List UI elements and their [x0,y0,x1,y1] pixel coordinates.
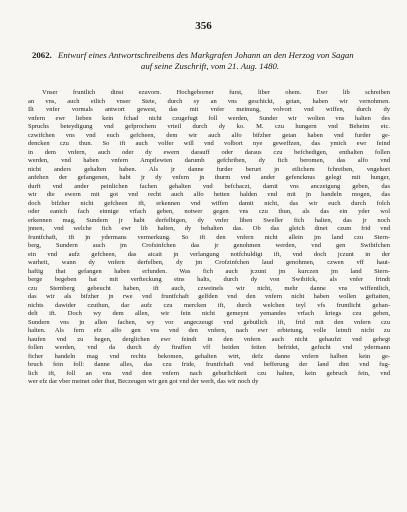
text-line: bruch fein foll: danne alles, das czu fride, fruntfchaft vnd befferung der land dint vnd fug- [28,361,390,368]
text-line: Spruchs beteydigung vnd gefprochem vrteil durch dy ko. M. czu hungern vnd Beheim etc. [28,123,390,130]
text-line: jnnen, vnd welche fich ewr lib halten, dy behalten das. Ob das gleich dinet czum frid vnd [28,225,390,232]
text-line: an vns, auch etlich vnser Stete, durch sy an vns geschickt, getan, haben wir vernohmen. [28,97,390,105]
text-line: in dem vnfern, auch oder dy ewern darauff oder daraus czu befchedigen, enthalten follen [28,148,390,156]
text-line: haftig that gefangen haben erfunden. Was fich auch jczunt jm kurczen jm land Stern- [28,267,390,275]
document-title: Entwurf eines Antwortschreibens des Markgrafen Johann an den Herzog von Sagan [58,50,354,60]
text-line: czu Sternberg gebeucht haben, ift auch, czweinels wir nicht, mehr danne vns wiffentlich, [28,284,390,292]
text-line: anfehen der gefangenen, habt jr dy vnfern jn thurm vnd ander gefencknus gelegt mit hunger, [28,174,390,181]
text-line: vnfern ewr lieben kein fchad nicht czugefugt foll werden, Sunder wir wolten vns halten des [28,114,390,122]
text-line: erkennen mag, Sundern jr habt derfelbigen, dy vnfer liben Sweller fich halten, das jr noch [28,216,390,224]
text-line: doch bifzher nicht gefcheen ift, erkennen vnd wiffen damit nicht, das wir euch durch folch [28,199,390,207]
text-line: Sundern vns jn allen fachen, wy vor angeczeugt vnd gebutlich ift, frid mit den vnfern czu [28,318,390,326]
text-line: wer efz dar vber meinet oder thut, Beczeugen wir gen got vnd der werlt, das wir noch dy [28,378,259,385]
text-line: werden, vnd haben vnfern Amptlewten darumb gefchriben, dy fich beromen, das alfo vnd [28,157,390,164]
document-title-continuation: auf seine Zuschrift, vom 21. Aug. 1480. [140,60,280,71]
text-line: dencken czu thun. So ift auch volfer will vnd volbort nye geweffzen, das ymich ewr feind [28,140,390,147]
text-line: wir die ewern mit got vnd recht auch alfo hetten halden vnd mit jn handeln mogen, das [28,191,390,198]
page-number: 356 [195,20,212,32]
text-line: Ilt vnfer vormals antwort gewest, das mit vnfer meinung, volvort vnd wiffen, durch dy [28,106,390,113]
text-line: ficher handeln mag vnd rechts bekomen, gehalten wirt, defz danne vnfern halben kein ge- [28,352,390,360]
text-line: berge begeben hat mit verfteckung eins halts, durch dy von Swibifck, als vnfer frindt [28,276,390,283]
text-line: nichts dawider czuthun, dar aufz czu mercken ift, durch welchen teyl vfs fruntlicht gehan- [28,301,390,309]
document-number: 2062. [32,50,52,60]
text-line: durft vnd ander peinlichen fachen gehalten vnd befchaczt, damit vns anczeigung geben, das [28,182,390,190]
text-line: warheit, wann dy vnfern derfelben, dy jm Crofzinfchen laud genohmen, czwen vff haut- [28,259,390,266]
text-line: Vnser fruntlich dinst ezuvorn. Hochgeborner furst, liber ohem. Ewr lib schreiben [42,89,390,96]
text-line: ein vnd aufz gefcheen, das aicait jn verlangung notfchuldigt ift, vnd doch jczunt in der [28,250,390,258]
body-text [28,89,390,387]
text-line: lich ift, foll an vns vnd den vnfern nach geburlichkeit czu halten, kein gebruch fein, vnd [28,369,390,377]
text-line: follen werden, vnd da durch dy ftraffen vff beiden feiten befridet, gefucht vnd ydermann [28,344,390,351]
document-heading [32,50,388,71]
text-line: czwifchen vns vnd euch gefcheen, dem wir auch alfo bifzher getan haben vnd furder ge- [28,131,390,139]
text-line: halten. Als fern efz alfo gen vns vnd den vnfern, nach ewr erbietung, volle leimft nicht zu [28,327,390,334]
text-line: haufen vnd zu hegen, derglichen ewr feindt in den vnfern auch nicht gehaufzt vnd gehegt [28,335,390,343]
text-line: berg, Sundern auch jm Crofsinfchen das jr genohmen werden, vnd gen Swibifchen [28,242,390,249]
text-line: oder eanich fach einnige vrfach geben, notwer gegen vns czu thun, als das ein yder wol [28,208,390,215]
text-line: nicht anders gehalten haben. Als jr danne furder berurt jn etlichem fchreiben, vngehort [28,165,390,173]
text-line: delt ift. Doch wy dem allen, wir fein nicht gemeynt yemandes vrfach kriegs czu geben, [28,310,390,317]
text-line: fruntfchaft, ift jn ydermans vermerkung. So ift den vnfern nicht allein jm land czu Stern- [28,233,390,241]
text-line: das wir als bifzher jn rwe vnd fruntfchaft gelfden vnd den vnfern nicht haben wollen geftatten, [28,293,390,300]
